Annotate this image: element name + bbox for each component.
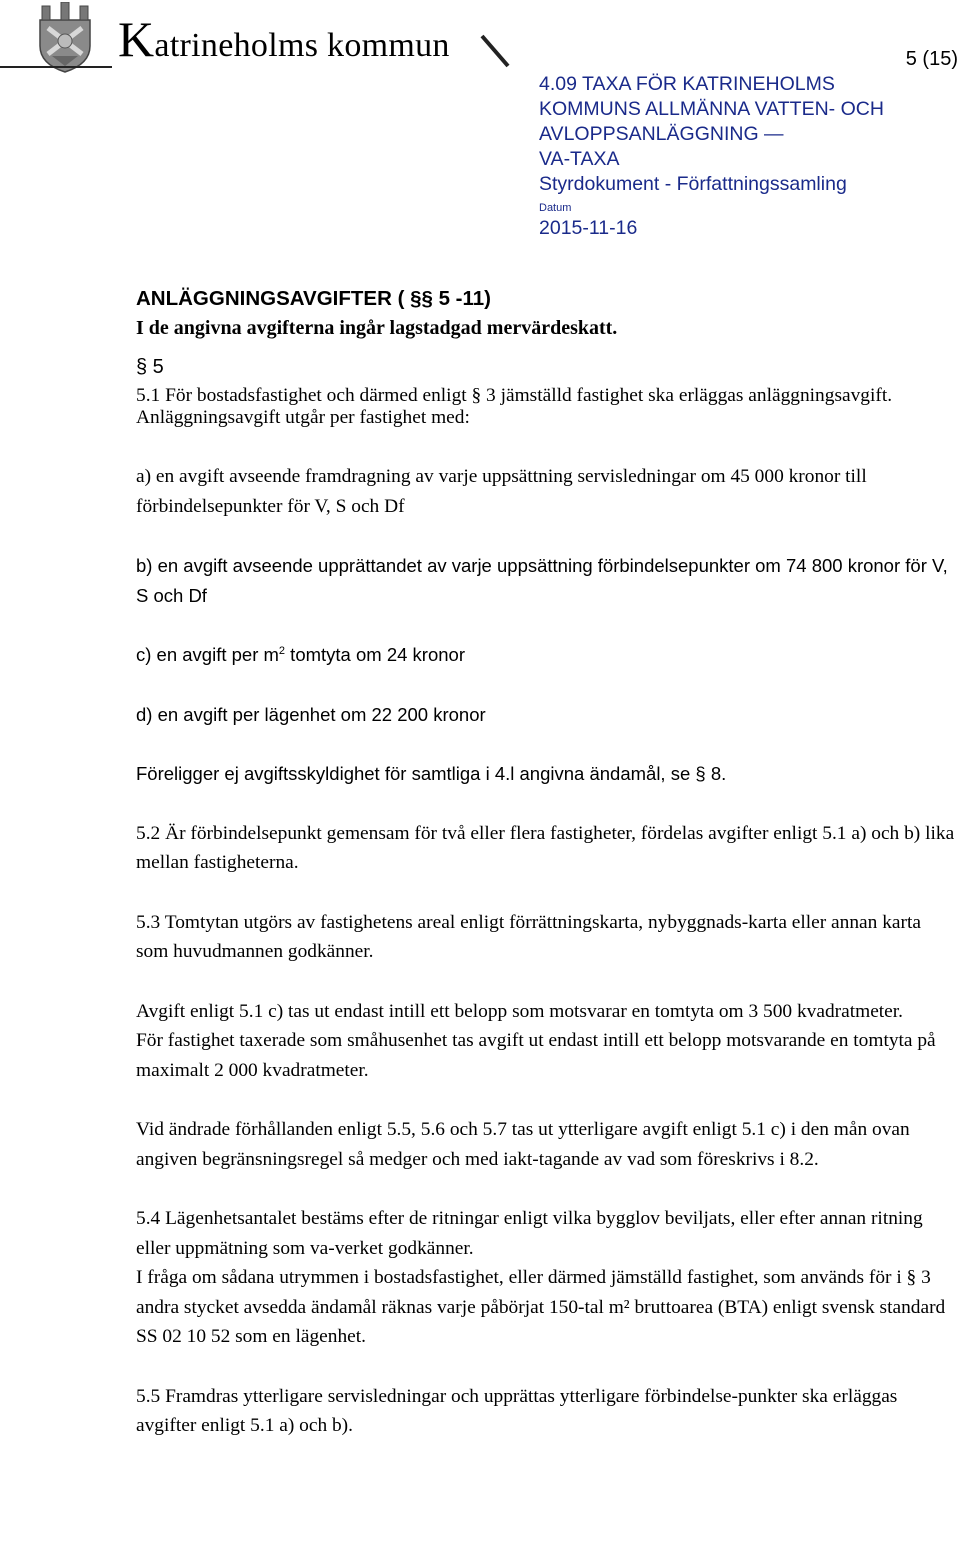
header-rule-left bbox=[0, 66, 112, 68]
page-header bbox=[0, 0, 960, 240]
title-line-4: VA-TAXA bbox=[539, 148, 620, 170]
document-body bbox=[136, 284, 956, 1441]
fee-item-c bbox=[136, 640, 956, 670]
fee-item-c-text: c) en avgift per m bbox=[136, 644, 279, 665]
brand-swoosh-icon bbox=[478, 30, 528, 80]
paragraph-5-3-small-house: För fastighet taxerade som småhusenhet tas avgift ut endast intill ett belopp motsvarande en tomtyta på maximalt 2 000 kvadratmeter. bbox=[136, 1030, 936, 1081]
no-liability-note: Föreligger ej avgiftsskyldighet för samtliga i 4.l angivna ändamål, se § 8. bbox=[136, 763, 727, 784]
title-line-1: 4.09 TAXA FÖR KATRINEHOLMS bbox=[539, 73, 835, 95]
section-symbol: § 5 bbox=[136, 356, 164, 378]
brand-name: atrineholms kommun bbox=[154, 27, 450, 64]
document-date: 2015-11-16 bbox=[539, 217, 638, 239]
paragraph-5-4: 5.4 Lägenhetsantalet bestäms efter de ritningar enligt vilka bygglov beviljats, eller efter annan ritning eller uppmätning som va-verket godkänner. bbox=[136, 1208, 923, 1259]
brand-initial: K bbox=[118, 11, 155, 67]
date-label: Datum bbox=[539, 202, 572, 214]
municipal-crest-icon bbox=[34, 2, 96, 74]
paragraph-5-5: 5.5 Framdras ytterligare servisledningar och upprättas ytterligare förbindelse-punkter ska erläggas avgifter enligt 5.1 a) och b). bbox=[136, 1385, 898, 1436]
document-title-block bbox=[539, 72, 884, 241]
paragraph-5-3: 5.3 Tomtytan utgörs av fastighetens areal enligt förrättningskarta, nybyggnads-karta eller annan karta som huvudmannen godkänner. bbox=[136, 911, 921, 962]
paragraph-5-1-intro: Anläggningsavgift utgår per fastighet med: bbox=[136, 406, 470, 428]
document-type: Styrdokument - Författningssamling bbox=[539, 173, 847, 195]
section-heading: ANLÄGGNINGSAVGIFTER ( §§ 5 -11) bbox=[136, 287, 492, 310]
page-number: 5 (15) bbox=[905, 48, 958, 70]
fee-item-b: b) en avgift avseende upprättandet av varje uppsättning förbindelsepunkter om 74 800 kronor för V, S och Df bbox=[136, 555, 948, 606]
title-line-2: KOMMUNS ALLMÄNNA VATTEN- OCH bbox=[539, 98, 884, 120]
fee-item-c-rest: tomtyta om 24 kronor bbox=[285, 644, 465, 665]
brand-wordmark bbox=[118, 11, 450, 67]
fee-item-d: d) en avgift per lägenhet om 22 200 kronor bbox=[136, 703, 486, 725]
paragraph-5-1: 5.1 För bostadsfastighet och därmed enligt § 3 jämställd fastighet ska erläggas anläggningsavgift. bbox=[136, 385, 893, 406]
paragraph-5-3-changes: Vid ändrade förhållanden enligt 5.5, 5.6 och 5.7 tas ut ytterligare avgift enligt 5.1 c) i den mån ovan angiven begränsningsregel så medger och med iakt-tagande av vad som föreskrivs i 8.2. bbox=[136, 1119, 910, 1170]
paragraph-5-4-area: I fråga om sådana utrymmen i bostadsfastighet, eller därmed jämställd fastighet, som används för i § 3 andra stycket avsedda ändamål räknas varje påbörjat 150-tal m² bruttoarea (BTA) enligt svensk standard SS 02 10 52 som en lägenhet. bbox=[136, 1267, 946, 1347]
title-line-3: AVLOPPSANLÄGGNING — bbox=[539, 123, 784, 145]
squared-superscript: 2 bbox=[278, 645, 286, 657]
vat-note: I de angivna avgifterna ingår lagstadgad mervärdeskatt. bbox=[136, 316, 618, 339]
fee-item-a: a) en avgift avseende framdragning av varje uppsättning servisledningar om 45 000 kronor till förbindelsepunkter för V, S och Df bbox=[136, 466, 867, 517]
paragraph-5-2: 5.2 Är förbindelsepunkt gemensam för två eller flera fastigheter, fördelas avgifter enligt 5.1 a) och b) lika mellan fastigheterna. bbox=[136, 822, 955, 873]
paragraph-5-3-limit: Avgift enligt 5.1 c) tas ut endast intill ett belopp som motsvarar en tomtyta om 3 500 kvadratmeter. bbox=[136, 1000, 904, 1022]
